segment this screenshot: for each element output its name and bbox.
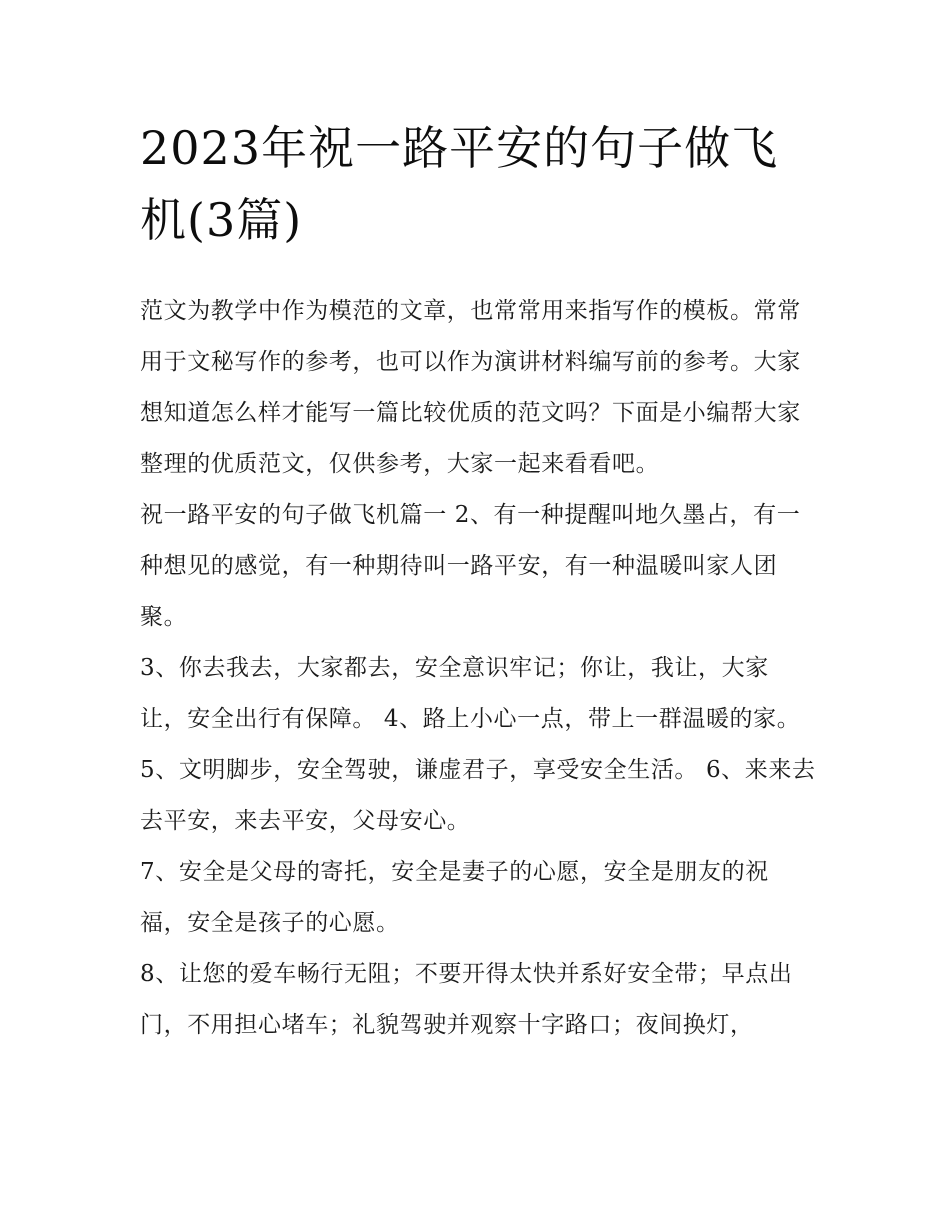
body-paragraph: 3、你去我去，大家都去，安全意识牢记；你让，我让，大家让，安全出行有保障。 4、路上小心一点，带上一群温暖的家。 — [140, 655, 801, 732]
body-paragraph: 8、让您的爱车畅行无阻；不要开得太快并系好安全带；早点出门，不用担心堵车；礼貌驾驶并观察十字路口；夜间换灯， — [140, 961, 793, 1038]
body-paragraph: 5、文明脚步，安全驾驶，谦虚君子，享受安全生活。 6、来来去去平安，来去平安，父母安心。 — [140, 757, 816, 834]
body-paragraph: 7、安全是父母的寄托，安全是妻子的心愿，安全是朋友的祝福，安全是孩子的心愿。 — [140, 859, 769, 936]
intro-paragraph: 范文为教学中作为模范的文章，也常常用来指写作的模板。常常用于文秘写作的参考，也可以作为演讲材料编写前的参考。大家想知道怎么样才能写一篇比较优质的范文吗？下面是小编帮大家整理的优质范文，仅供参考，大家一起来看看吧。 — [140, 298, 801, 477]
body-paragraph: 祝一路平安的句子做飞机篇一 2、有一种提醒叫地久墨占，有一种想见的感觉，有一种期待叫一路平安，有一种温暖叫家人团聚。 — [140, 502, 801, 630]
document-title: 2023年祝一路平安的句子做飞机(3篇) — [140, 121, 779, 247]
document-content — [140, 112, 816, 1051]
